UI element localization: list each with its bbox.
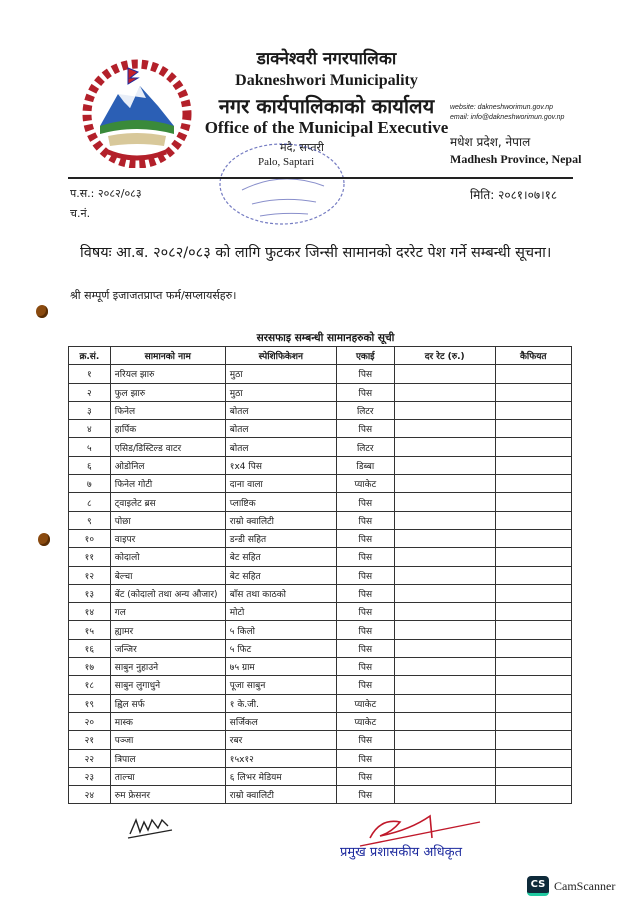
cell-serial: २२ bbox=[69, 749, 111, 767]
cell-specification: पूजा साबुन bbox=[225, 676, 336, 694]
cell-unit: पिस bbox=[336, 767, 394, 785]
dispatch-number: च.नं. bbox=[70, 207, 91, 220]
cell-rate bbox=[394, 584, 495, 602]
cell-remarks bbox=[495, 438, 571, 456]
cell-serial: १८ bbox=[69, 676, 111, 694]
subject-line: विषयः आ.ब. २०८२/०८३ को लागि फुटकर जिन्सी सामानको दररेट पेश गर्ने सम्बन्धी सूचना। bbox=[80, 245, 552, 261]
table-row bbox=[69, 548, 572, 566]
cell-rate bbox=[394, 566, 495, 584]
cell-unit: पिस bbox=[336, 658, 394, 676]
cell-serial: १४ bbox=[69, 603, 111, 621]
cell-item-name: पोछा bbox=[110, 511, 225, 529]
table-row bbox=[69, 694, 572, 712]
municipality-name-np: डाक्नेश्वरी नगरपालिका bbox=[256, 49, 397, 69]
cell-unit: पिस bbox=[336, 786, 394, 804]
cell-serial: १३ bbox=[69, 584, 111, 602]
table-row bbox=[69, 639, 572, 657]
cell-serial: ४ bbox=[69, 420, 111, 438]
table-row bbox=[69, 749, 572, 767]
cell-unit: पिस bbox=[336, 676, 394, 694]
cell-unit: पिस bbox=[336, 639, 394, 657]
cell-unit: पिस bbox=[336, 383, 394, 401]
table-row bbox=[69, 401, 572, 419]
cell-rate bbox=[394, 694, 495, 712]
cell-item-name: रुम फ्रेसनर bbox=[110, 786, 225, 804]
initials-signature-icon bbox=[126, 814, 176, 840]
office-name-np: नगर कार्यपालिकाको कार्यालय bbox=[218, 94, 435, 118]
cell-unit: पिस bbox=[336, 749, 394, 767]
address-np: मदै, सप्तरी bbox=[280, 141, 324, 154]
punch-hole-icon bbox=[36, 305, 48, 318]
cell-serial: २१ bbox=[69, 731, 111, 749]
cell-unit: प्याकेट bbox=[336, 712, 394, 730]
cell-unit: पिस bbox=[336, 584, 394, 602]
cell-item-name: फिनेल bbox=[110, 401, 225, 419]
cell-item-name: कोदालो bbox=[110, 548, 225, 566]
cell-rate bbox=[394, 749, 495, 767]
official-stamp-icon bbox=[212, 140, 352, 228]
cell-specification: ७५ ग्राम bbox=[225, 658, 336, 676]
cell-serial: २४ bbox=[69, 786, 111, 804]
cell-specification: ५ किलो bbox=[225, 621, 336, 639]
table-row bbox=[69, 786, 572, 804]
cell-remarks bbox=[495, 420, 571, 438]
table-row bbox=[69, 365, 572, 383]
cell-remarks bbox=[495, 456, 571, 474]
punch-hole-icon bbox=[38, 533, 50, 546]
cell-rate bbox=[394, 511, 495, 529]
cell-serial: २३ bbox=[69, 767, 111, 785]
table-row bbox=[69, 475, 572, 493]
cell-rate bbox=[394, 475, 495, 493]
table-row bbox=[69, 438, 572, 456]
cell-item-name: गल bbox=[110, 603, 225, 621]
cell-item-name: बेंट (कोदालो तथा अन्य औजार) bbox=[110, 584, 225, 602]
cell-rate bbox=[394, 731, 495, 749]
cell-remarks bbox=[495, 731, 571, 749]
cell-unit: डिब्बा bbox=[336, 456, 394, 474]
signatory-title: प्रमुख प्रशासकीय अधिकृत bbox=[340, 845, 463, 860]
cell-specification: बेट सहित bbox=[225, 566, 336, 584]
cell-specification: १x4 पिस bbox=[225, 456, 336, 474]
cell-rate bbox=[394, 383, 495, 401]
cell-serial: ११ bbox=[69, 548, 111, 566]
cell-item-name: ह्यामर bbox=[110, 621, 225, 639]
camscanner-watermark bbox=[527, 876, 615, 896]
table-row bbox=[69, 731, 572, 749]
cell-item-name: हार्पिक bbox=[110, 420, 225, 438]
cell-rate bbox=[394, 603, 495, 621]
office-name-en: Office of the Municipal Executive bbox=[204, 118, 449, 137]
cell-remarks bbox=[495, 749, 571, 767]
cell-rate bbox=[394, 365, 495, 383]
cell-item-name: पञ्जा bbox=[110, 731, 225, 749]
cell-serial: १ bbox=[69, 365, 111, 383]
cell-serial: ८ bbox=[69, 493, 111, 511]
cell-remarks bbox=[495, 786, 571, 804]
table-row bbox=[69, 712, 572, 730]
cell-specification: १५x१२ bbox=[225, 749, 336, 767]
cell-item-name: एसिड/डिस्टिल्ड वाटर bbox=[110, 438, 225, 456]
cell-item-name: मास्क bbox=[110, 712, 225, 730]
camscanner-logo-icon: CS bbox=[527, 876, 549, 896]
document-date: मिति: २०८१।०७।१८ bbox=[470, 188, 558, 202]
cell-specification: राम्रो क्वालिटी bbox=[225, 511, 336, 529]
cell-item-name: साबुन नुहाउने bbox=[110, 658, 225, 676]
cell-specification: सर्जिकल bbox=[225, 712, 336, 730]
cell-serial: १७ bbox=[69, 658, 111, 676]
addressee: श्री सम्पूर्ण इजाजतप्राप्त फर्म/सप्लायर्सहरु। bbox=[70, 289, 237, 302]
province-np: मधेश प्रदेश, नेपाल bbox=[450, 135, 531, 149]
cell-remarks bbox=[495, 529, 571, 547]
cell-unit: पिस bbox=[336, 511, 394, 529]
table-row bbox=[69, 456, 572, 474]
cell-item-name: त्रिपाल bbox=[110, 749, 225, 767]
cell-rate bbox=[394, 712, 495, 730]
cell-unit: प्याकेट bbox=[336, 694, 394, 712]
cell-rate bbox=[394, 548, 495, 566]
table-row bbox=[69, 566, 572, 584]
header-divider bbox=[68, 177, 573, 179]
cell-specification: बेट सहित bbox=[225, 548, 336, 566]
table-row bbox=[69, 493, 572, 511]
cell-unit: पिस bbox=[336, 365, 394, 383]
cell-remarks bbox=[495, 694, 571, 712]
table-row bbox=[69, 584, 572, 602]
col-header-rate: दर रेट (रु.) bbox=[394, 347, 495, 365]
cell-specification: मुठा bbox=[225, 365, 336, 383]
camscanner-text: CamScanner bbox=[554, 878, 616, 893]
table-header-row bbox=[69, 347, 572, 365]
cell-item-name: ह्विल सर्फ bbox=[110, 694, 225, 712]
cell-item-name: नरियल झारु bbox=[110, 365, 225, 383]
cell-remarks bbox=[495, 658, 571, 676]
cell-specification: ५ फिट bbox=[225, 639, 336, 657]
cell-rate bbox=[394, 401, 495, 419]
col-header-spec: स्पेशिफिकेशन bbox=[225, 347, 336, 365]
cell-rate bbox=[394, 676, 495, 694]
table-row bbox=[69, 658, 572, 676]
col-header-unit: एकाई bbox=[336, 347, 394, 365]
cell-unit: पिस bbox=[336, 493, 394, 511]
cell-unit: लिटर bbox=[336, 438, 394, 456]
cell-specification: बोतल bbox=[225, 401, 336, 419]
cell-item-name: ताल्चा bbox=[110, 767, 225, 785]
cell-specification: १ के.जी. bbox=[225, 694, 336, 712]
cell-unit: पिस bbox=[336, 603, 394, 621]
cell-item-name: ओडोनिल bbox=[110, 456, 225, 474]
cell-serial: ३ bbox=[69, 401, 111, 419]
cell-rate bbox=[394, 786, 495, 804]
cell-rate bbox=[394, 767, 495, 785]
cell-rate bbox=[394, 420, 495, 438]
cell-remarks bbox=[495, 365, 571, 383]
cell-remarks bbox=[495, 383, 571, 401]
cell-serial: १० bbox=[69, 529, 111, 547]
table-row bbox=[69, 420, 572, 438]
province-en: Madhesh Province, Nepal bbox=[450, 152, 582, 166]
cell-rate bbox=[394, 658, 495, 676]
cell-specification: दाना वाला bbox=[225, 475, 336, 493]
municipality-name-en: Dakneshwori Municipality bbox=[235, 72, 418, 89]
cell-serial: ७ bbox=[69, 475, 111, 493]
cell-serial: ९ bbox=[69, 511, 111, 529]
cell-item-name: ट्वाइलेट ब्रस bbox=[110, 493, 225, 511]
col-header-name: सामानको नाम bbox=[110, 347, 225, 365]
cell-item-name: फिनेल गोटी bbox=[110, 475, 225, 493]
reference-number: प.स.: २०८२/०८३ bbox=[70, 187, 142, 200]
cell-remarks bbox=[495, 767, 571, 785]
table-row bbox=[69, 767, 572, 785]
table-row bbox=[69, 529, 572, 547]
cell-remarks bbox=[495, 548, 571, 566]
cell-item-name: वाइपर bbox=[110, 529, 225, 547]
cell-remarks bbox=[495, 401, 571, 419]
cell-unit: पिस bbox=[336, 548, 394, 566]
cell-serial: १६ bbox=[69, 639, 111, 657]
table-row bbox=[69, 676, 572, 694]
cell-remarks bbox=[495, 566, 571, 584]
table-row bbox=[69, 621, 572, 639]
table-title: सरसफाइ सम्बन्धी सामानहरुको सूची bbox=[256, 332, 395, 344]
items-table bbox=[68, 346, 572, 804]
cell-remarks bbox=[495, 603, 571, 621]
cell-item-name: फुल झारु bbox=[110, 383, 225, 401]
cell-remarks bbox=[495, 584, 571, 602]
col-header-sn: क्र.सं. bbox=[69, 347, 111, 365]
cell-rate bbox=[394, 621, 495, 639]
cell-unit: पिस bbox=[336, 621, 394, 639]
cell-specification: राम्रो क्वालिटी bbox=[225, 786, 336, 804]
cell-remarks bbox=[495, 493, 571, 511]
email-text: email: info@dakneshworimun.gov.np bbox=[450, 114, 565, 121]
cell-serial: २ bbox=[69, 383, 111, 401]
cell-remarks bbox=[495, 511, 571, 529]
cell-serial: ५ bbox=[69, 438, 111, 456]
cell-rate bbox=[394, 639, 495, 657]
cell-specification: प्लाष्टिक bbox=[225, 493, 336, 511]
table-row bbox=[69, 383, 572, 401]
cell-remarks bbox=[495, 475, 571, 493]
cell-specification: डन्डी सहित bbox=[225, 529, 336, 547]
cell-rate bbox=[394, 456, 495, 474]
cell-serial: १५ bbox=[69, 621, 111, 639]
cell-rate bbox=[394, 438, 495, 456]
cell-unit: पिस bbox=[336, 420, 394, 438]
cell-serial: १२ bbox=[69, 566, 111, 584]
cell-rate bbox=[394, 529, 495, 547]
table-row bbox=[69, 511, 572, 529]
cell-unit: पिस bbox=[336, 566, 394, 584]
table-row bbox=[69, 603, 572, 621]
cell-unit: प्याकेट bbox=[336, 475, 394, 493]
cell-item-name: साबुन लुगाधुने bbox=[110, 676, 225, 694]
cell-remarks bbox=[495, 621, 571, 639]
cell-serial: १९ bbox=[69, 694, 111, 712]
cell-remarks bbox=[495, 639, 571, 657]
cell-specification: ६ लिभर मेडियम bbox=[225, 767, 336, 785]
cell-specification: रबर bbox=[225, 731, 336, 749]
cell-item-name: जन्जिर bbox=[110, 639, 225, 657]
cell-unit: पिस bbox=[336, 731, 394, 749]
cell-serial: २० bbox=[69, 712, 111, 730]
address-en: Palo, Saptari bbox=[258, 156, 315, 168]
cell-remarks bbox=[495, 712, 571, 730]
cell-unit: पिस bbox=[336, 529, 394, 547]
website-text: website: dakneshworimun.gov.np bbox=[450, 104, 553, 111]
cell-specification: मोटो bbox=[225, 603, 336, 621]
cell-item-name: बेल्चा bbox=[110, 566, 225, 584]
cell-specification: मुठा bbox=[225, 383, 336, 401]
cell-specification: बोतल bbox=[225, 438, 336, 456]
col-header-remarks: कैफियत bbox=[495, 347, 571, 365]
contact-info bbox=[450, 103, 564, 123]
cell-rate bbox=[394, 493, 495, 511]
cell-specification: बोतल bbox=[225, 420, 336, 438]
cell-specification: बाँस तथा काठको bbox=[225, 584, 336, 602]
cell-unit: लिटर bbox=[336, 401, 394, 419]
cell-remarks bbox=[495, 676, 571, 694]
cell-serial: ६ bbox=[69, 456, 111, 474]
